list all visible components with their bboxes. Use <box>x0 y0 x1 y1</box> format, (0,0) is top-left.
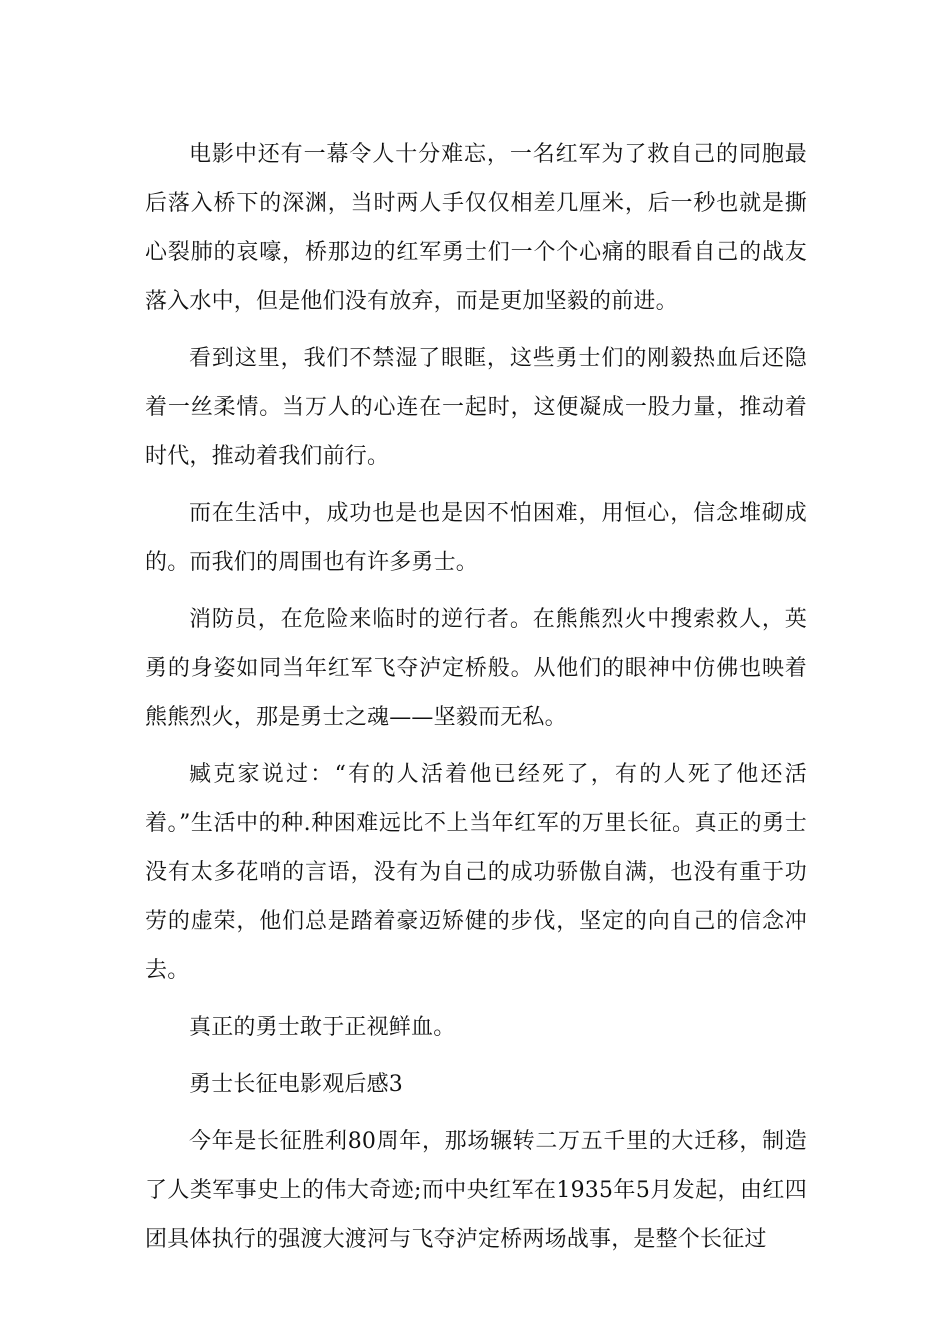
paragraph: 电影中还有一幕令人十分难忘，一名红军为了救自己的同胞最后落入桥下的深渊，当时两人手仅仅相差几厘米，后一秒也就是撕心裂肺的哀嚎，桥那边的红军勇士们一个个心痛的眼看自己的战友落入水中，但是他们没有放弃，而是更加坚毅的前进。 <box>145 142 807 314</box>
paragraph: 今年是长征胜利80周年，那场辗转二万五千里的大迁移，制造了人类军事史上的伟大奇迹;而中央红军在1935年5月发起，由红四团具体执行的强渡大渡河与飞夺泸定桥两场战事，是整个长征过 <box>145 1129 807 1252</box>
paragraph: 消防员，在危险来临时的逆行者。在熊熊烈火中搜索救人，英勇的身姿如同当年红军飞夺泸定桥般。从他们的眼神中仿佛也映着熊熊烈火，那是勇士之魂——坚毅而无私。 <box>145 607 807 730</box>
paragraph: 而在生活中，成功也是也是因不怕困难，用恒心，信念堆砌成的。而我们的周围也有许多勇士。 <box>145 501 807 575</box>
paragraph: 看到这里，我们不禁湿了眼眶，这些勇士们的刚毅热血后还隐着一丝柔情。当万人的心连在一起时，这便凝成一股力量，推动着时代，推动着我们前行。 <box>145 346 807 469</box>
document-body <box>145 130 807 1272</box>
paragraph: 臧克家说过：“有的人活着他已经死了，有的人死了他还活着。”生活中的种.种困难远比不上当年红军的万里长征。真正的勇士没有太多花哨的言语，没有为自己的成功骄傲自满，也没有重于功劳的虚荣，他们总是踏着豪迈矫健的步伐，坚定的向自己的信念冲去。 <box>145 762 807 983</box>
section-heading: 勇士长征电影观后感3 <box>189 1072 403 1097</box>
paragraph: 真正的勇士敢于正视鲜血。 <box>189 1015 456 1040</box>
